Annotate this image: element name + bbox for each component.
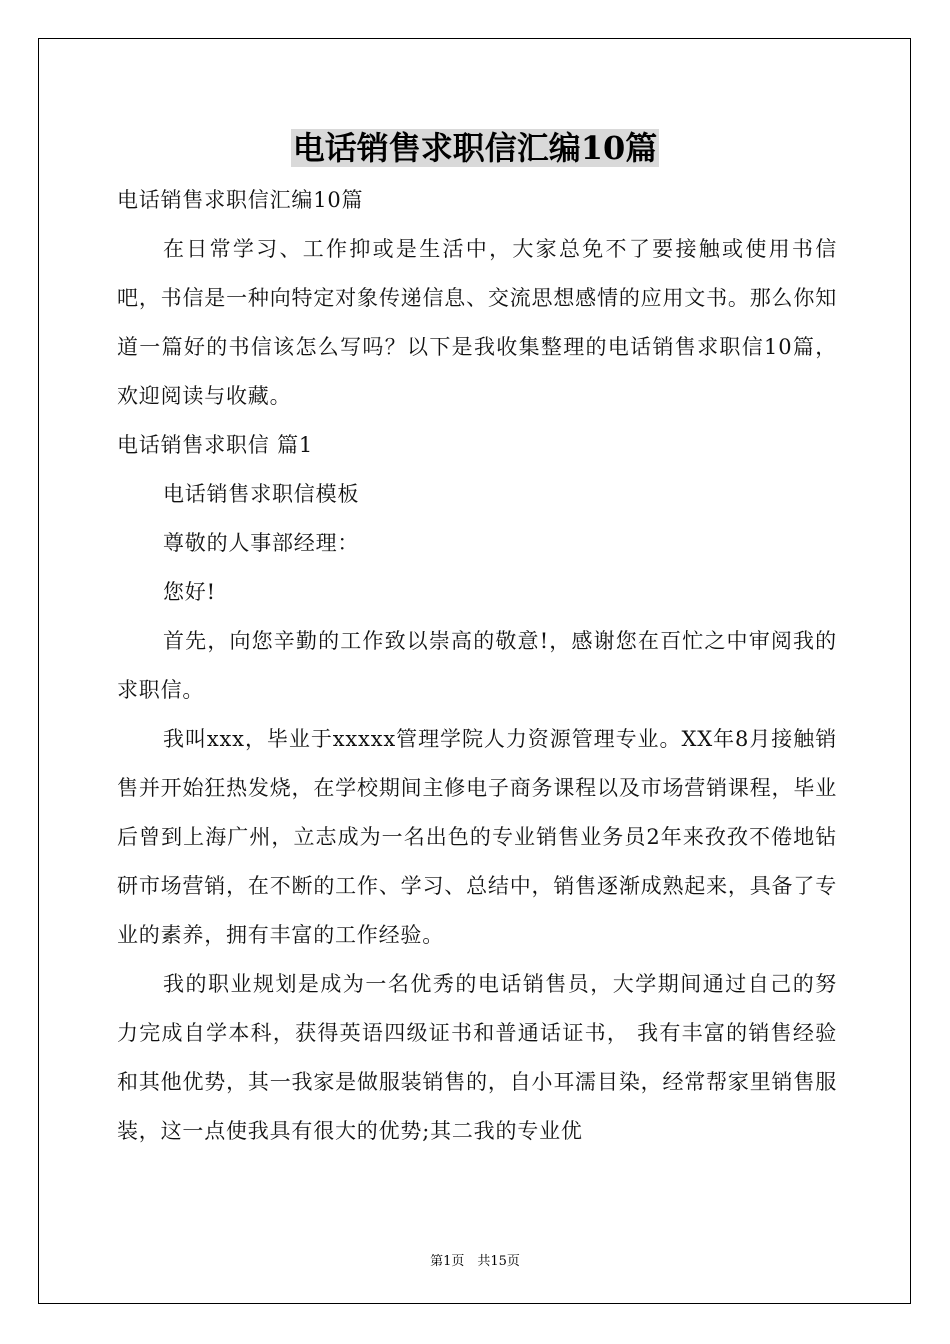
body-paragraph-2: 我叫xxx，毕业于xxxxx管理学院人力资源管理专业。XX年8月接触销售并开始狂热发烧，在学校期间主修电子商务课程以及市场营销课程，毕业后曾到上海广州，立志成为一名出色的专业销售业务员2年来孜孜不倦地钻研市场营销，在不断的工作、学习、总结中，销售逐渐成熟起来，具备了专业的素养，拥有丰富的工作经验。 (117, 727, 837, 947)
salutation: 尊敬的人事部经理： (163, 531, 360, 555)
body-paragraph-1: 首先，向您辛勤的工作致以崇高的敬意!，感谢您在百忙之中审阅我的求职信。 (117, 629, 837, 702)
document-body (117, 176, 837, 1156)
page-footer: 第1页 共15页 (430, 1254, 520, 1269)
document-subtitle: 电话销售求职信汇编10篇 (117, 188, 364, 212)
greeting: 您好! (163, 580, 216, 604)
document-title (0, 124, 950, 172)
letter-title: 电话销售求职信模板 (163, 482, 360, 506)
document-title-text: 电话销售求职信汇编10篇 (292, 129, 658, 167)
body-paragraph-3: 我的职业规划是成为一名优秀的电话销售员，大学期间通过自己的努力完成自学本科，获得英语四级证书和普通话证书， 我有丰富的销售经验和其他优势，其一我家是做服装销售的，自小耳濡目染，经常帮家里销售服装，这一点使我具有很大的优势;其二我的专业优 (117, 972, 837, 1143)
section-heading: 电话销售求职信 篇1 (117, 433, 314, 457)
intro-paragraph: 在日常学习、工作抑或是生活中，大家总免不了要接触或使用书信吧，书信是一种向特定对象传递信息、交流思想感情的应用文书。那么你知道一篇好的书信该怎么写吗？以下是我收集整理的电话销售求职信10篇，欢迎阅读与收藏。 (117, 237, 837, 408)
